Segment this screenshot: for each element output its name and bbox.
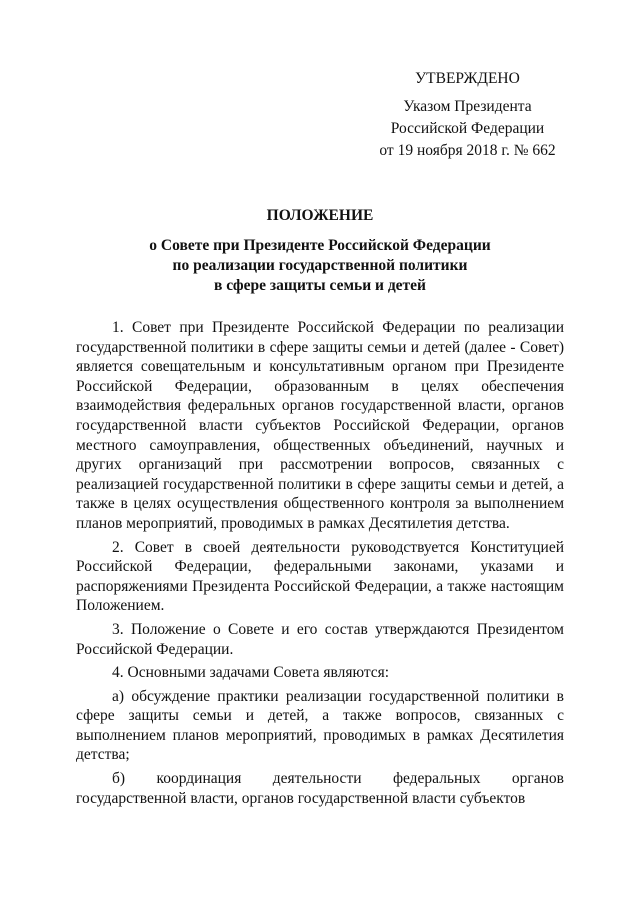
document-title	[76, 206, 564, 296]
approval-heading: УТВЕРЖДЕНО	[415, 70, 520, 87]
approval-line: Российской Федерации	[390, 120, 545, 137]
paragraph: 3. Положение о Совете и его состав утверждаются Президентом Российской Федерации.	[76, 620, 564, 658]
paragraph: 2. Совет в своей деятельности руководствуется Конституцией Российской Федерации, федеральными законами, указами и распоряжениями Президента Российской Федерации, а также настоящим Положением.	[76, 538, 564, 615]
approval-line: Указом Президента	[403, 98, 532, 115]
title-line: о Совете при Президенте Российской Федерации	[149, 237, 491, 254]
document-body	[76, 318, 564, 808]
paragraph: б) координация деятельности федеральных органов государственной власти, органов государственной власти субъектов	[76, 770, 564, 807]
title-line: по реализации государственной политики	[172, 257, 468, 274]
paragraph: 4. Основными задачами Совета являются:	[112, 664, 390, 682]
title-line: в сфере защиты семьи и детей	[214, 277, 426, 294]
paragraph: а) обсуждение практики реализации государственной политики в сфере защиты семьи и детей, а также вопросов, связанных с выполнением планов мероприятий, проводимых в рамках Десятилетия детства;	[76, 687, 564, 764]
approval-line: от 19 ноября 2018 г. № 662	[379, 142, 556, 159]
approval-stamp	[355, 68, 580, 162]
title-main: ПОЛОЖЕНИЕ	[266, 207, 374, 224]
paragraph: 1. Совет при Президенте Российской Федерации по реализации государственной политики в сфере защиты семьи и детей (далее - Совет) является совещательным и консультативным органом при Президенте Российской Федерации, образованным в целях обеспечения взаимодействия федеральных органов государственной власти, органов государственной власти субъектов Российской Федерации, органов местного самоуправления, общественных объединений, научных и других организаций при рассмотрении вопросов, связанных с реализацией государственной политики в сфере защиты семьи и детей, а также в целях осуществления общественного контроля за выполнением планов мероприятий, проводимых в рамках Десятилетия детства.	[76, 319, 564, 532]
